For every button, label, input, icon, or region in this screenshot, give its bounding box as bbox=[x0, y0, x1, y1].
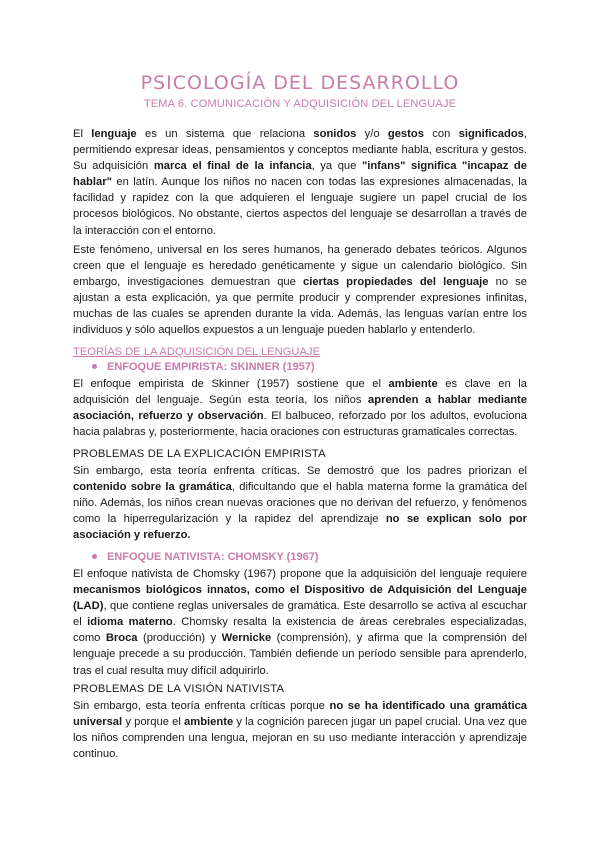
text-run: . Chomsky resalta la existencia de áreas cerebrales especializadas, como bbox=[73, 616, 527, 645]
bold-text-run: lenguaje bbox=[91, 128, 137, 140]
bold-text-run: Broca bbox=[105, 632, 138, 645]
skinner-bullet bbox=[92, 361, 315, 373]
empirist-problems-heading: PROBLEMAS DE LA EXPLICACIÓN EMPIRISTA bbox=[73, 448, 326, 460]
intro-paragraph-2 bbox=[73, 242, 527, 339]
empirist-problems-paragraph bbox=[73, 463, 527, 543]
text-run: y la cognición parecen jugar un papel crucial. Una vez que los niños comprenden una lengua, mejoran en su uso mediante interacción y aprendizaje continuo. bbox=[73, 716, 527, 761]
text-run: con bbox=[423, 128, 459, 140]
text-run: Sin embargo, esta teoría enfrenta críticas. Se demostró que los padres priorizan el bbox=[73, 465, 527, 477]
text-run: , permitiendo expresar ideas, pensamientos y conceptos mediante habla, escritura y gestos. Su adquisición bbox=[73, 128, 527, 173]
bold-text-run: Wernicke bbox=[221, 632, 272, 645]
bold-text-run: "infans" significa "incapaz de hablar" bbox=[73, 160, 527, 189]
text-run: y/o bbox=[356, 128, 388, 140]
bold-text-run: significados bbox=[458, 128, 524, 140]
text-run: es clave en la adquisición del lenguaje. Según esta teoría, los niños bbox=[73, 378, 527, 407]
chomsky-bullet-label: ENFOQUE NATIVISTA: CHOMSKY (1967) bbox=[107, 551, 319, 563]
bold-text-run: gestos bbox=[387, 128, 424, 140]
text-run: Este fenómeno, universal en los seres humanos, ha generado debates teóricos. Algunos creen que el lenguaje es heredado genéticamente y sigue un calendario biológico. Sin embargo, investigaciones demuestran que bbox=[73, 244, 527, 289]
text-run: , ya que bbox=[311, 160, 362, 173]
text-run: , dificultando que el habla materna forme la gramática del niño. Además, los niños crean nuevas oraciones que no derivan del refuerzo, y fenómenos como la hiperregularización y la rapidez del aprendizaje bbox=[73, 481, 527, 526]
chomsky-paragraph bbox=[73, 566, 527, 679]
nativist-problems-heading: PROBLEMAS DE LA VISIÓN NATIVISTA bbox=[73, 683, 285, 695]
document-subtitle: TEMA 6. COMUNICACIÓN Y ADQUISICIÓN DEL LENGUAJE bbox=[143, 98, 457, 110]
bold-text-run: contenido sobre la gramática bbox=[73, 481, 232, 494]
text-run: El enfoque nativista de Chomsky (1967) propone que la adquisición del lenguaje requiere bbox=[73, 568, 527, 580]
text-run: (comprensión), y afirma que la comprensión del lenguaje precede a su producción. También defiende un período sensible para aprenderlo, tras el cual resulta muy difícil adquirirlo. bbox=[73, 632, 527, 677]
bullet-dot-icon bbox=[92, 364, 97, 369]
bold-text-run: no se ha identificado una gramática universal bbox=[73, 700, 528, 729]
text-run: Sin embargo, esta teoría enfrenta críticas porque bbox=[73, 700, 330, 712]
skinner-paragraph bbox=[73, 376, 527, 440]
bold-text-run: ciertas propiedades del lenguaje bbox=[302, 276, 489, 289]
bold-text-run: no se explican solo por asociación y refuerzo. bbox=[73, 513, 527, 542]
nativist-problems-paragraph bbox=[73, 698, 527, 762]
text-run: y porque el bbox=[122, 716, 185, 729]
intro-paragraph-1 bbox=[73, 126, 527, 239]
text-run: es un sistema que relaciona bbox=[136, 128, 314, 140]
text-run: en latín. Aunque los niños no nacen con todas las expresiones almacenadas, la facilidad y rapidez con la que adquieren el lenguaje sugiere un papel crucial de los procesos biológicos. No obstante, ciertos aspectos del lenguaje se desarrollan a través de la interacción con el entorno. bbox=[73, 176, 527, 237]
bold-text-run: sonidos bbox=[313, 128, 357, 140]
text-run: (producción) y bbox=[137, 632, 222, 645]
bold-text-run: mecanismos biológicos innatos, como el Dispositivo de Adquisición del Lenguaje (LAD) bbox=[73, 584, 527, 613]
chomsky-bullet bbox=[92, 551, 318, 563]
document-title: PSICOLOGÍA DEL DESARROLLO bbox=[140, 72, 460, 94]
text-run: , que contiene reglas universales de gramática. Este desarrollo se activa al escuchar el bbox=[73, 600, 527, 629]
section-title: TEORÍAS DE LA ADQUISICIÓN DEL LENGUAJE bbox=[73, 346, 321, 358]
bold-text-run: idioma materno bbox=[87, 616, 173, 629]
bold-text-run: ambiente bbox=[184, 716, 234, 729]
text-run: no se ajustan a esta explicación, ya que permite producir y comprender expresiones infinitas, muchas de las cuales se aprenden durante la vida. Además, las lenguas varían entre los individuos y sólo aquellos expuestos a un lenguaje pueden hablarlo y entenderlo. bbox=[73, 276, 528, 337]
bullet-dot-icon bbox=[92, 554, 97, 559]
text-run: . El balbuceo, reforzado por los adultos, evoluciona hacia palabras y, posteriormente, hacia oraciones con estructuras gramaticales correctas. bbox=[73, 410, 527, 439]
bold-text-run: marca el final de la infancia bbox=[153, 160, 312, 173]
bold-text-run: aprenden a hablar mediante asociación, refuerzo y observación bbox=[73, 394, 527, 423]
text-run: El enfoque empirista de Skinner (1957) sostiene que el bbox=[73, 378, 389, 390]
skinner-bullet-label: ENFOQUE EMPIRISTA: SKINNER (1957) bbox=[107, 361, 315, 373]
bold-text-run: ambiente bbox=[388, 378, 438, 390]
text-run: El bbox=[73, 128, 92, 140]
